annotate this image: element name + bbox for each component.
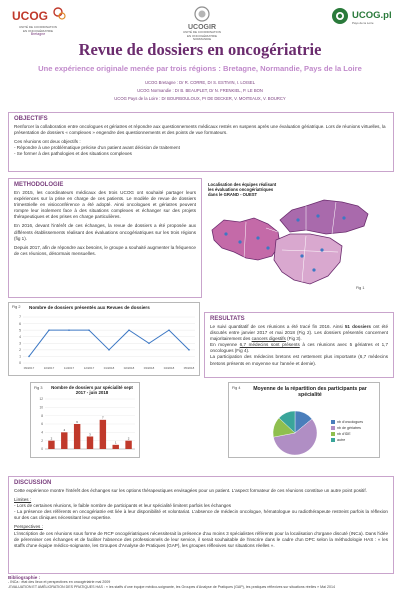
ucogir-logo-icon	[178, 6, 226, 24]
fig2-data-point	[48, 329, 50, 331]
map-fig-label: Fig 1	[356, 286, 365, 290]
fig3-bar	[125, 441, 131, 449]
fig3-y-tick-label: 8	[41, 413, 43, 418]
map-title-line-2: les évaluations oncogériatriques	[208, 187, 274, 193]
ucogir-logo	[178, 6, 226, 42]
discussion-limites-label: Limites :	[14, 497, 32, 503]
fig2-x-tick-label: 11/2017	[63, 366, 75, 370]
fig3-bar-value-label: 4	[63, 428, 66, 433]
legend-swatch	[331, 438, 335, 442]
fig2-data-point	[68, 329, 70, 331]
map-marker	[320, 248, 323, 251]
fig2-data-point	[168, 329, 170, 331]
legend-swatch	[331, 420, 335, 424]
map-marker	[266, 246, 269, 249]
resultats-text-e: à ces réunions avec 5 gériatres et 1,7 oncologues (Fig 4).	[210, 342, 388, 354]
biblio-item-2: -EVALUATION ET AMÉLIORATION DES PRATIQUES HAS : « les staffs d'une équipe médico-soignante, les Groupes d'Analyse de Pratiques (GAP), les pratiques réflexives sur situations réelles » Mai 2014	[8, 585, 335, 589]
fig2-x-tick-label: 05/2018	[183, 366, 195, 370]
fig2-label: Fig 2	[12, 305, 21, 309]
fig2-y-tick-label: 0	[19, 361, 21, 366]
fig2-y-tick-label: 3	[19, 341, 21, 346]
map-marker	[296, 218, 299, 221]
fig2-y-tick-label: 6	[19, 321, 21, 326]
objectifs-paragraph-1: Renforcer la collaboration entre oncologues et gériatres et répondre aux questionnements médicaux restés en suspens après une évaluation gériatrique. Lors de réunions virtuelles, la présentation de dossiers « complexes » engendre des questionnements et des points de vue formateurs.	[14, 124, 386, 136]
fig3-bar	[61, 432, 67, 449]
fig2-line-chart	[8, 302, 200, 376]
fig3-bar-value-label: 3	[89, 432, 91, 437]
legend-label-autre: autre	[337, 438, 346, 442]
legend-label-oncologues: nb d'oncologues	[337, 420, 364, 424]
fig2-data-point	[88, 329, 90, 331]
fig4-title: Moyenne de la répartition des participants par spécialité	[253, 386, 367, 399]
fig3-bar-value-label: 1	[114, 440, 117, 445]
fig2-x-tick-label: 03/2018	[143, 366, 155, 370]
fig3-y-tick-label: 6	[41, 422, 43, 427]
fig3-bar-value-label: 7	[102, 415, 104, 420]
logo-center-sub-2: EN ONCOGÉRIATRIE	[187, 33, 217, 38]
resultats-text-b: ont été discutés entre janvier 2017 et mai 2018 (Fig 2). Les dossiers présentés concernent majoritairement des	[210, 324, 388, 342]
fig2-data-point	[108, 349, 110, 351]
fig2-y-tick-label: 7	[19, 315, 21, 320]
discussion-section	[8, 476, 394, 574]
resultats-text	[210, 324, 388, 367]
map-marker	[256, 236, 259, 239]
map-title-line-1: Localisation des équipes réalisant	[208, 182, 277, 187]
discussion-heading: DISCUSSION	[14, 480, 52, 486]
fig2-x-tick-label: 02/2018	[123, 366, 135, 370]
fig2-plot	[9, 303, 201, 377]
map-figure	[206, 180, 394, 300]
map-marker	[300, 254, 303, 257]
fig2-x-tick-label: 01/2018	[103, 366, 115, 370]
legend-swatch	[331, 426, 335, 430]
resultats-paragraph-1	[210, 324, 388, 342]
fig2-x-tick-label: 12/2017	[83, 366, 95, 370]
resultats-text-a: Le suivi quantitatif de ces réunions a été tracé fin 2016. Ainsi	[210, 324, 345, 329]
discussion-paragraph-1: Cette expérience montre l'intérêt des échanges sur les options thérapeutiques envisagées pour un patient. L'aspect formateur de ces réunions constitue un autre point positif.	[14, 488, 367, 493]
resultats-paragraph-2	[210, 342, 388, 354]
discussion-perspectives: L'inscription de ces réunions sous forme de RCP oncogériatriques nécessiterait la présence d'au moins 3 spécialistes référents pour la localisation d'organe discuté (INCa). Dans l'idée de pérenniser ces échanges et de faciliter l'absence des professionnels de leur service, il serait souhaitable de l'inscrire dans le cadre d'un DPC selon la méthodologie HAS : « les staffs d'une équipe médico-soignante, les Groupes d'Analyse de Pratiques (GAP), les groupes réflexives sur situations réelles ».	[14, 530, 388, 548]
discussion-text	[14, 488, 388, 549]
fig2-y-tick-label: 1	[19, 354, 21, 359]
fig2-x-tick-label: 09/2017	[23, 366, 35, 370]
fig3-y-tick-label: 0	[41, 447, 43, 452]
fig3-plot	[31, 383, 141, 459]
fig3-bar	[87, 437, 93, 450]
regions-map	[206, 180, 394, 300]
methodologie-text	[14, 190, 196, 257]
fig3-bar-value-label: 6	[76, 419, 78, 424]
fig3-y-tick-label: 12	[39, 397, 43, 402]
fig2-x-tick-label: 10/2017	[43, 366, 55, 370]
fig4-label: Fig 4	[232, 386, 241, 390]
authors-pays-de-la-loire: UCOG Pays de la Loire : Dr BOURBOULOUX, Pr DE DECKER, V. MOITEAUX, V. BOURCY	[114, 96, 286, 101]
resultats-text-d: En moyenne	[210, 342, 240, 348]
authors-block	[0, 79, 400, 103]
logo-left-sub-2: EN ONCOGÉRIATRIE	[23, 28, 53, 33]
fig3-title: Nombre de dossiers par spécialité sept 2017 - juin 2018	[51, 385, 133, 396]
map-marker	[224, 232, 227, 235]
map-title	[208, 182, 276, 198]
fig2-data-point	[128, 329, 130, 331]
fig2-y-tick-label: 2	[19, 348, 21, 353]
legend-swatch	[331, 432, 335, 436]
logo-center-name: UCOGIR	[188, 24, 216, 31]
fig3-bar	[113, 445, 119, 449]
logo-center-sub-3: NORMANDIE	[192, 37, 212, 42]
objectifs-paragraph-2: Ces réunions ont deux objectifs :	[14, 139, 81, 145]
ucog-pl-logo-icon	[330, 6, 350, 26]
methodologie-paragraph-3: Depuis 2017, afin de répondre aux besoins, le groupe a souhaité augmenter la fréquence de ces réunions, désormais mensuelles.	[14, 244, 196, 256]
methodologie-paragraph-2: En 2016, devant l'intérêt de ces échanges, la revue de dossiers a été proposée aux différents établissements réalisant des évaluations oncogériatriques sur les trois régions (fig 1).	[14, 223, 196, 241]
map-title-line-3: dans le GRAND - OUEST	[208, 192, 258, 198]
map-marker	[316, 214, 319, 217]
authors-bretagne: UCOG Bretagne : Dr R. CORRE, Dr S. ESTIVIN, I. LOISEL	[144, 80, 256, 85]
fig2-y-tick-label: 4	[19, 334, 21, 339]
methodologie-paragraph-1: En 2015, les coordinateurs médicaux des trois UCOG ont souhaité partager leurs expériences sur la prise en charge de ces patients. Le modèle de revue de dossiers trimestrielle en visioconférence a été adopté. Ainsi oncologues et gériatres peuvent rompre leur isolement face à des situations complexes et échanger sur des projets thérapeutiques et des prises en charge particulières.	[14, 190, 196, 220]
fig3-bar	[48, 441, 54, 449]
logo-left-sub-1: UNITÉ DE COORDINATION	[19, 25, 57, 29]
methodologie-heading: METHODOLOGIE	[14, 182, 64, 188]
fig3-bar-chart	[30, 382, 140, 458]
map-marker	[312, 268, 315, 271]
fig2-data-point	[188, 349, 190, 351]
fig3-y-tick-label: 10	[39, 405, 43, 410]
logo-left-sub-3: Bretagne	[30, 32, 46, 37]
fig2-data-point	[148, 342, 150, 344]
legend-label-ide: nb d'IDE	[337, 432, 351, 436]
authors-normandie: UCOG Normandie : Dr B. BEAUPLET, Dr N. FRENKIEL, P. LE BON	[137, 88, 263, 93]
fig2-title: Nombre de dossiers présentés aux Revues de dossiers	[29, 305, 150, 310]
resultats-paragraph-3: La participation des médecins bretons est nettement plus importante (6,7 médecins bretons présents en moyenne sur l'année et demie).	[210, 354, 388, 366]
map-marker	[238, 240, 241, 243]
resultats-text-c: (Fig 3).	[285, 336, 302, 342]
logo-right-sub-1: Pays de la Loire	[352, 21, 374, 25]
fig2-y-tick-label: 5	[19, 328, 21, 333]
logo-left-name: UCOG	[12, 9, 48, 23]
fig2-data-point	[28, 356, 30, 358]
objectifs-heading: OBJECTIFS	[14, 116, 48, 122]
resultats-heading: RESULTATS	[210, 316, 245, 322]
bibliographie	[8, 575, 394, 590]
map-region-pays-de-la-loire	[274, 234, 342, 284]
objectifs-section	[8, 112, 394, 172]
resultats-medecins-presents: 6,7 médecins sont présents	[239, 342, 300, 348]
fig3-bar	[74, 424, 80, 449]
resultats-dossiers-count: 51 dossiers	[344, 324, 371, 329]
objectifs-item-2: - Se former à des pathologies et des situations complexes	[14, 151, 132, 157]
fig3-bar	[100, 420, 106, 449]
map-marker	[342, 216, 345, 219]
discussion-perspectives-label: Perspectives :	[14, 524, 43, 530]
fig4-legend-item	[331, 437, 363, 443]
legend-label-geriatres: nb de gériatres	[337, 426, 361, 430]
fig2-x-tick-label: 04/2018	[163, 366, 175, 370]
poster-subtitle: Une expérience originale menée par trois régions : Bretagne, Normandie, Pays de la Loire	[38, 64, 362, 73]
fig4-legend	[331, 419, 363, 443]
discussion-limite-2: - La présence des référents en oncogériatrie est liée à leur disponibilité et volontariat. L'absence de médecin oncologue, hématologue ou radiothérapeute restreint parfois la réflexion sur des cas cliniques nécessitant leur expertise.	[14, 509, 388, 521]
fig3-label: Fig 3	[34, 386, 43, 390]
discussion-limite-1: - Lors de certaines réunions, le faible nombre de participants et leur spécialité limitent parfois les échanges	[14, 503, 232, 509]
objectifs-text	[14, 124, 388, 157]
fig3-bar-value-label: 2	[50, 436, 53, 441]
fig3-y-tick-label: 4	[41, 430, 43, 435]
fig3-y-tick-label: 2	[41, 438, 43, 443]
objectifs-item-1: - Répondre à une problématique précise d'un patient avant décision de traitement	[14, 145, 180, 151]
biblio-item-1: - INCa : état des lieux et perspectives en oncogériatrie mai 2009	[8, 580, 111, 584]
ucog-bretagne-logo	[8, 6, 68, 37]
logo-right-name: UCOG.pl	[352, 10, 392, 21]
biblio-heading: Bibliographie :	[8, 575, 41, 580]
map-region-normandie	[280, 200, 368, 234]
resultats-cancers-digestifs: cancers digestifs	[251, 336, 286, 342]
methodologie-section	[8, 178, 202, 298]
fig4-pie-chart	[228, 382, 380, 458]
fig3-bar-value-label: 2	[127, 436, 130, 441]
poster-title: Revue de dossiers en oncogériatrie	[78, 40, 322, 59]
resultats-section	[204, 312, 394, 378]
logo-center-sub-1: UNITÉ DE COORDINATION	[183, 30, 221, 34]
